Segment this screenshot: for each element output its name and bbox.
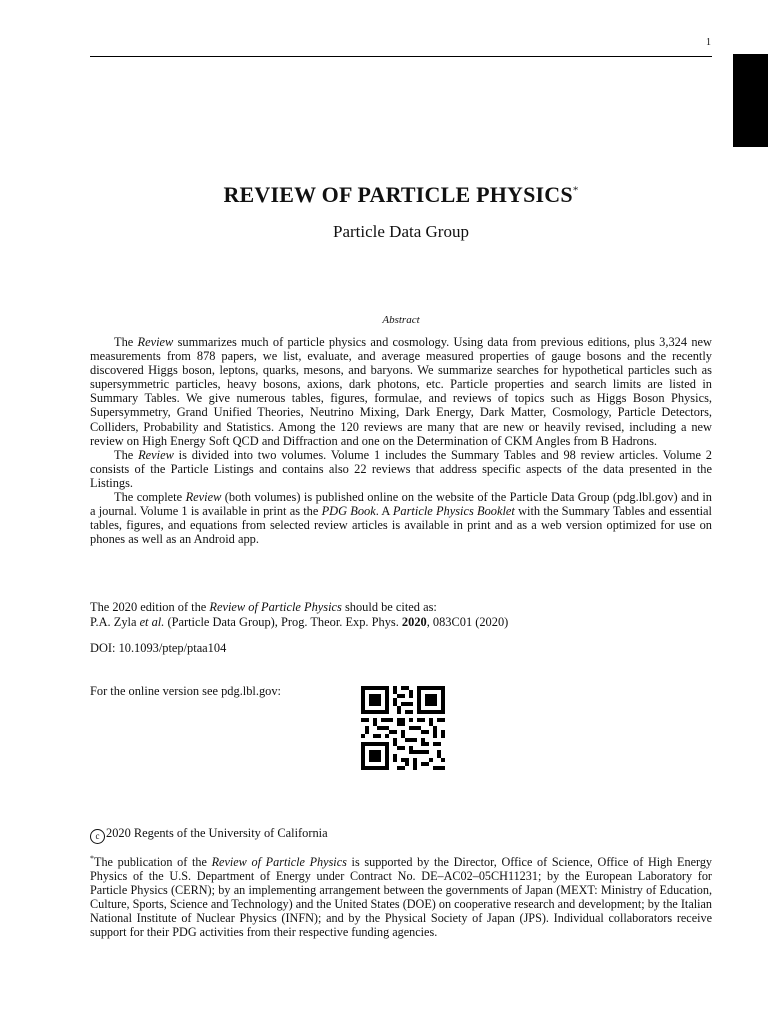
- citation-block: [90, 600, 712, 630]
- copyright-line: c 2020 Regents of the University of California: [90, 826, 328, 844]
- online-version-label: For the online version see pdg.lbl.gov:: [90, 684, 281, 698]
- thumb-index-tab: [733, 54, 768, 147]
- abstract-heading: Abstract: [382, 314, 420, 326]
- citation-line-2: P.A. Zyla et al. (Particle Data Group), Prog. Theor. Exp. Phys. 2020, 083C01 (2020): [90, 615, 509, 629]
- abstract-paragraph-1: The Review summarizes much of particle physics and cosmology. Using data from previous editions, plus 3,324 new measurements from 878 papers, we list, evaluate, and average measured properties of gauge bosons and the recently discovered Higgs boson, leptons, quarks, mesons, and baryons. We summarize searches for hypothetical particles such as supersymmetric particles, heavy bosons, axions, dark photons, etc. Particle properties and search limits are listed in Summary Tables. We give numerous tables, figures, formulae, and reviews of topics such as Higgs Boson Physics, Supersymmetry, Grand Unified Theories, Neutrino Mixing, Dark Energy, Dark Matter, Cosmology, Particle Detectors, Colliders, Probability and Statistics. Among the 120 reviews are many that are new or heavily revised, including a new review on High Energy Soft QCD and Diffraction and one on the Determination of CKM Angles from B Hadrons.: [90, 335, 712, 448]
- title-text: REVIEW OF PARTICLE PHYSICS: [223, 182, 573, 207]
- qr-code-icon[interactable]: [361, 686, 445, 770]
- review-italic: Review: [138, 447, 174, 462]
- review-italic: Review: [137, 335, 174, 349]
- abstract-body: [90, 335, 712, 546]
- doi-line: DOI: 10.1093/ptep/ptaa104: [90, 641, 227, 655]
- review-italic: Review: [185, 490, 222, 505]
- title-footnote-marker: *: [572, 184, 579, 197]
- header-rule: [90, 56, 712, 57]
- pdg-book-italic: PDG Book: [321, 504, 376, 519]
- booklet-italic: Particle Physics Booklet: [392, 504, 515, 519]
- abstract-paragraph-3: The complete Review (both volumes) is published online on the website of the Particle Data Group (pdg.lbl.gov) and in a journal. Volume 1 is available in print as the PDG Book. A Particle Physics Booklet with the Summary Tables and essential tables, figures, and equations from selected review articles is available in print and as a web version optimized for use on phones as well as an Android app.: [90, 490, 712, 547]
- author: Particle Data Group: [333, 222, 469, 241]
- copyright-symbol: c: [90, 829, 105, 844]
- footnote: *The publication of the Review of Particle Physics is supported by the Director, Office of Science, Office of High Energy Physics of the U.S. Department of Energy under Contract No. DE–AC02–05CH11231; by the European Laboratory for Particle Physics (CERN); by an implementing arrangement between the governments of Japan (MEXT: Ministry of Education, Culture, Sports, Science and Technology) and the United States (DOE) on cooperative research and development; by the Italian National Institute of Nuclear Physics (INFN); and by the Physical Society of Japan (JPS). Individual collaborators receive support for their PDG activities from their respective funding agencies.: [90, 854, 713, 939]
- abstract-paragraph-2: The Review is divided into two volumes. Volume 1 includes the Summary Tables and 98 review articles. Volume 2 consists of the Particle Listings and contains also 22 reviews that address specific aspects of the data presented in the Listings.: [90, 447, 712, 490]
- page-number: 1: [706, 37, 711, 48]
- page-title: [90, 182, 712, 208]
- footnote-marker: *: [90, 854, 94, 863]
- citation-line-1: The 2020 edition of the Review of Particle Physics should be cited as:: [90, 600, 437, 614]
